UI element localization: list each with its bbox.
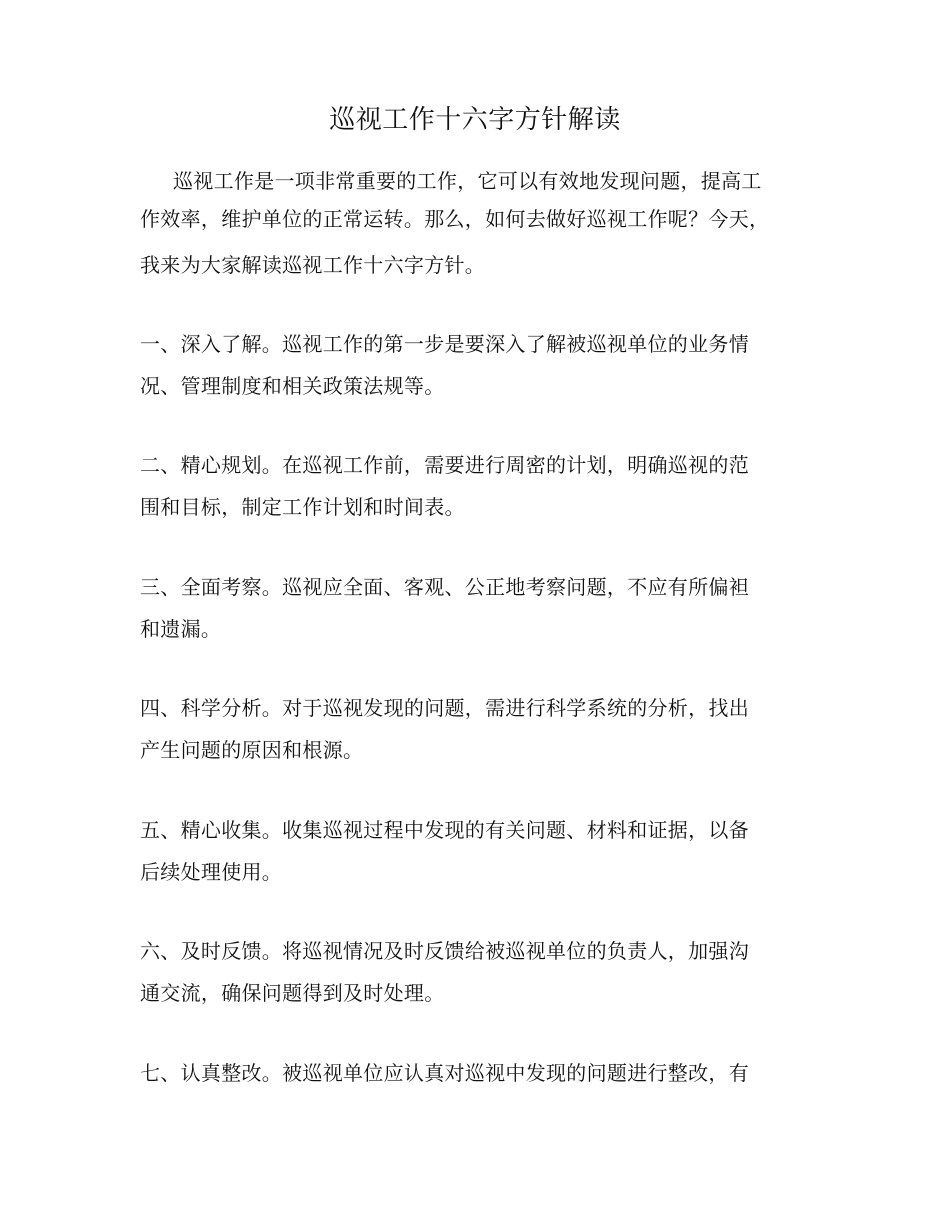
intro-line-2: 作效率，维护单位的正常运转。那么，如何去做好巡视工作呢？今天， [140,207,770,231]
section-3-line-1: 三、全面考察。巡视应全面、客观、公正地考察问题，不应有所偏袒 [140,575,749,599]
section-6-line-1: 六、及时反馈。将巡视情况及时反馈给被巡视单位的负责人，加强沟 [140,939,749,963]
intro-line-1: 巡视工作是一项非常重要的工作，它可以有效地发现问题，提高工 [173,169,762,193]
section-3-line-2: 和遗漏。 [140,617,222,641]
intro-line-3: 我来为大家解读巡视工作十六字方针。 [140,253,486,277]
section-4-line-2: 产生问题的原因和根源。 [140,738,364,762]
section-4-line-1: 四、科学分析。对于巡视发现的问题，需进行科学系统的分析，找出 [140,696,749,720]
section-1-line-2: 况、管理制度和相关政策法规等。 [140,374,445,398]
section-7-line-1: 七、认真整改。被巡视单位应认真对巡视中发现的问题进行整改，有 [140,1061,749,1085]
section-1-line-1: 一、深入了解。巡视工作的第一步是要深入了解被巡视单位的业务情 [140,332,749,356]
section-2-line-1: 二、精心规划。在巡视工作前，需要进行周密的计划，明确巡视的范 [140,453,749,477]
section-5-line-1: 五、精心收集。收集巡视过程中发现的有关问题、材料和证据，以备 [140,818,749,842]
document-title: 巡视工作十六字方针解读 [329,105,621,135]
section-6-line-2: 通交流，确保问题得到及时处理。 [140,981,445,1005]
section-2-line-2: 围和目标，制定工作计划和时间表。 [140,495,465,519]
section-5-line-2: 后续处理使用。 [140,860,283,884]
